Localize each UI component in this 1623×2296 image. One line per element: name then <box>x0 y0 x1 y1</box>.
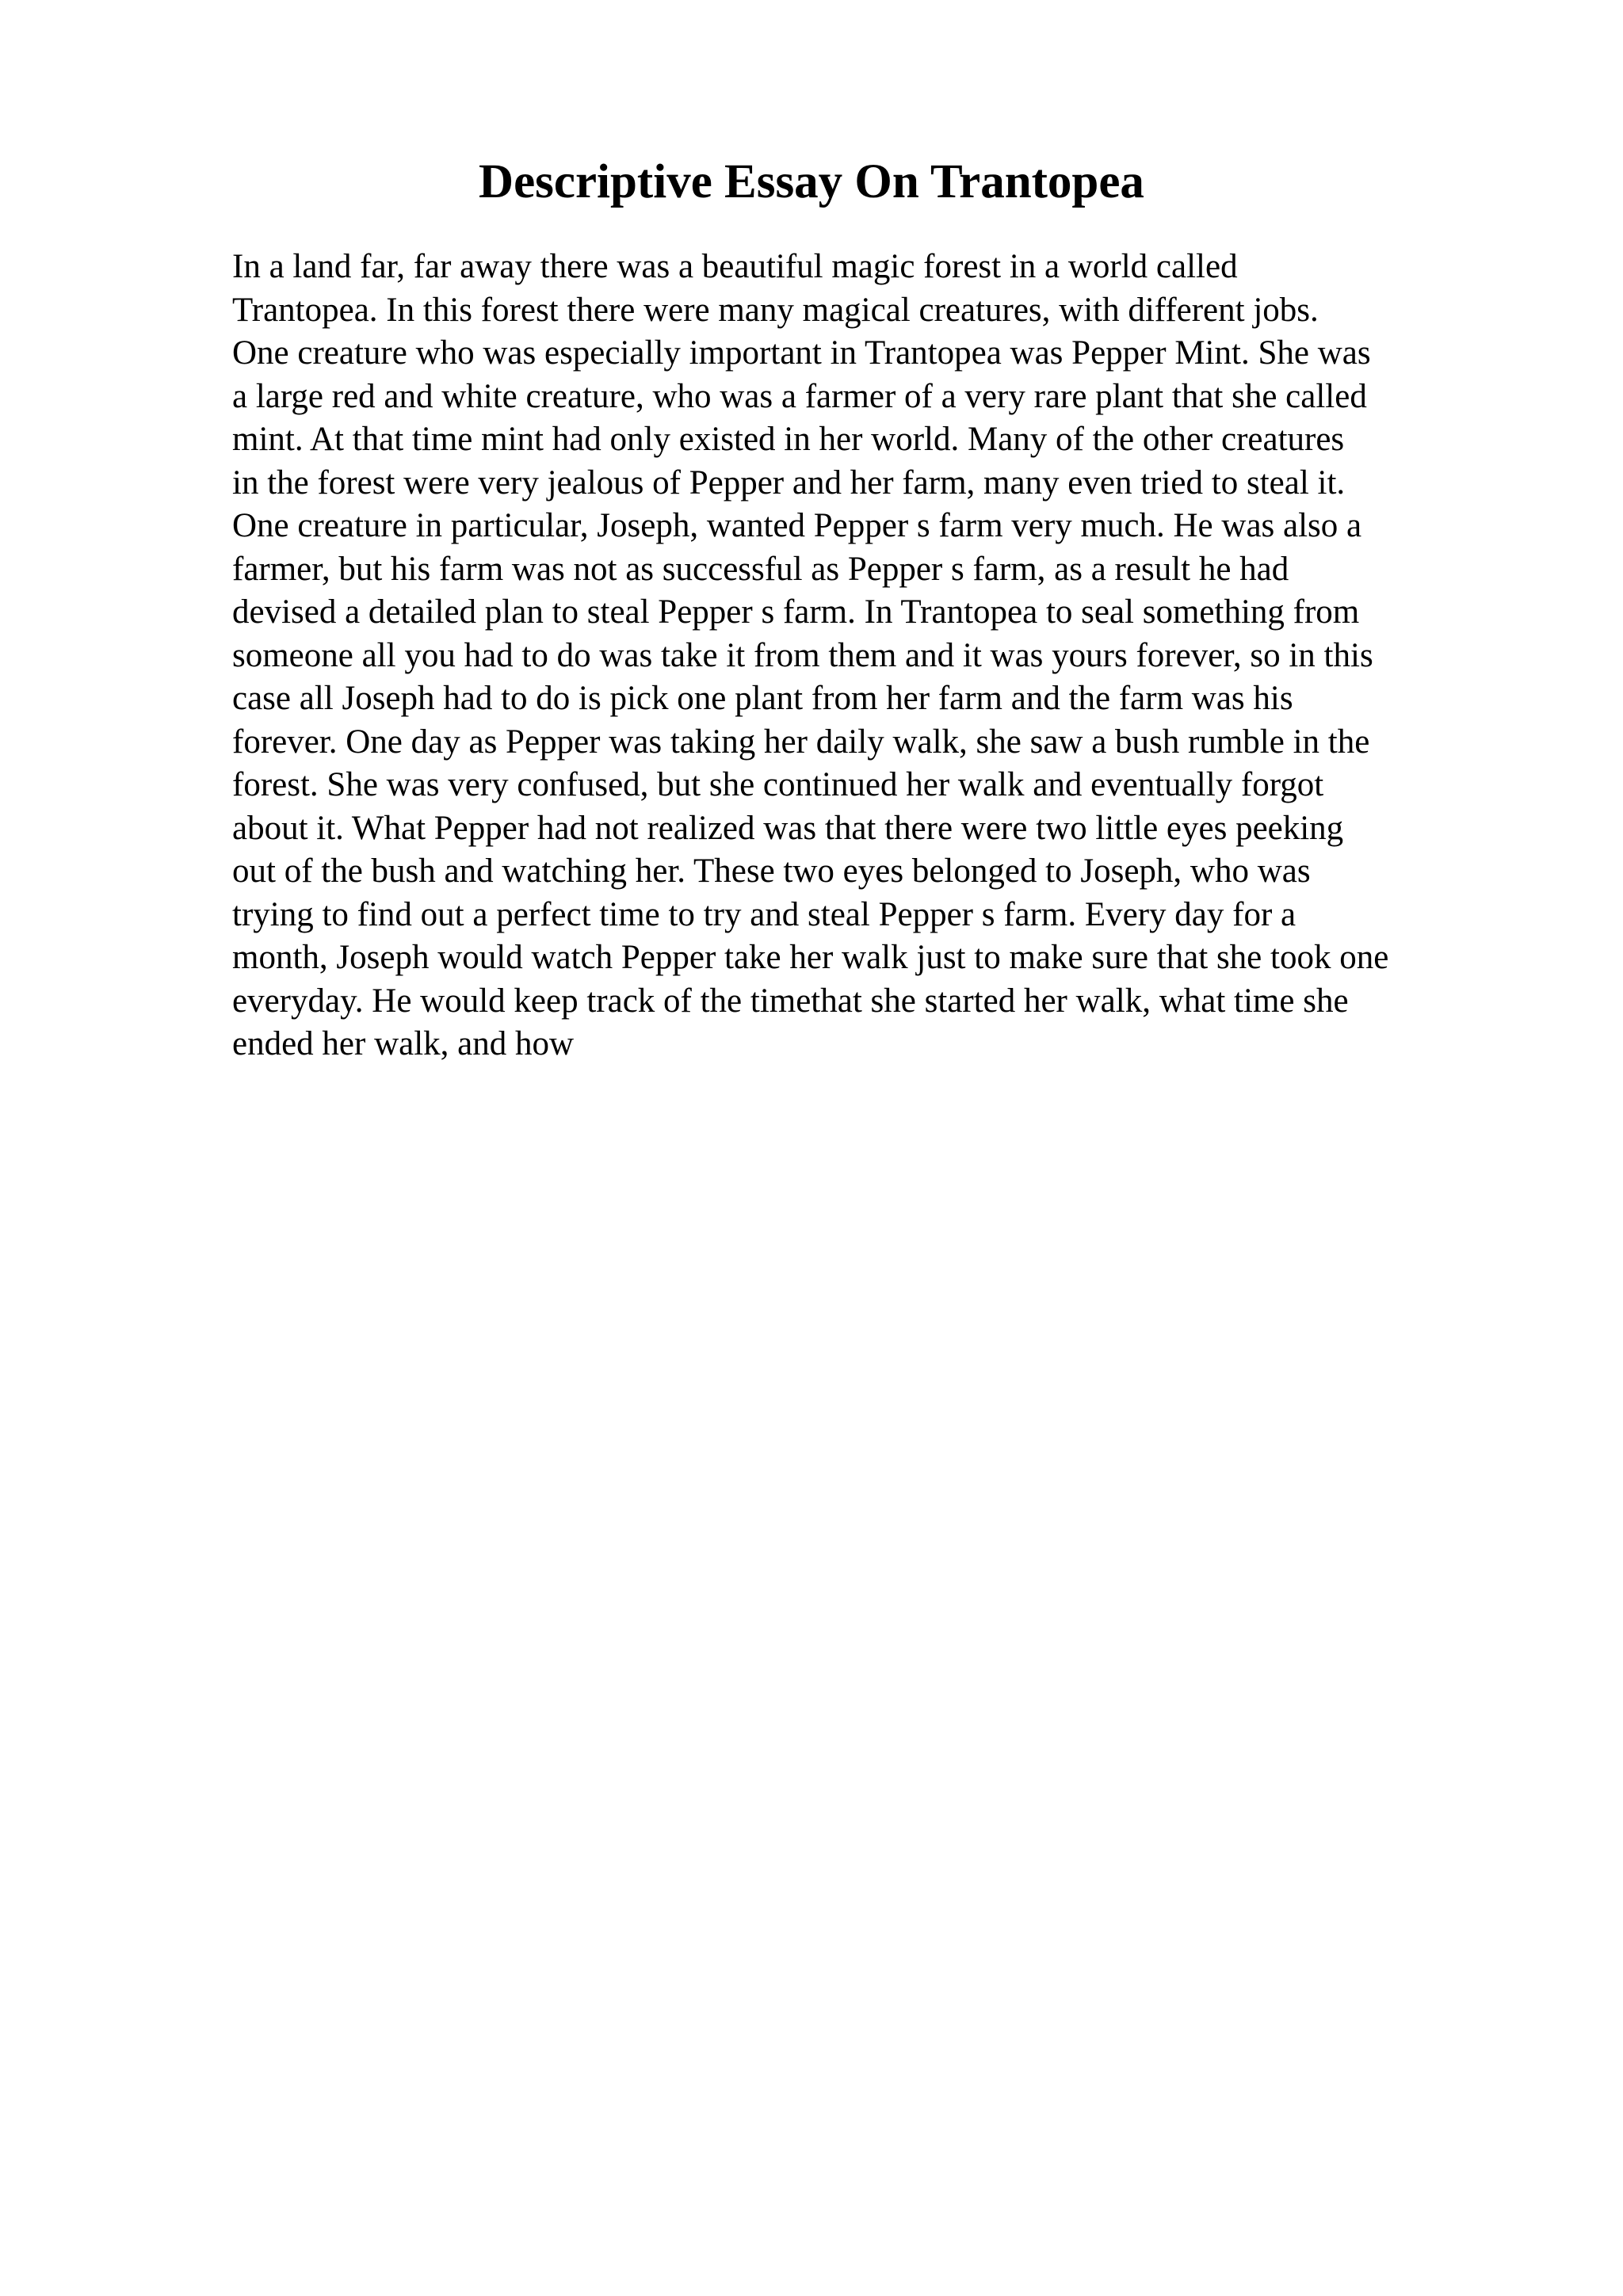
essay-line: One creature who was especially important in Trantopea was Pepper Mint. She was <box>232 334 1371 372</box>
essay-line: someone all you had to do was take it from them and it was yours forever, so in this <box>232 636 1373 674</box>
essay-line: One creature in particular, Joseph, wanted Pepper s farm very much. He was also a <box>232 507 1362 544</box>
document-title: Descriptive Essay On Trantopea <box>479 155 1144 208</box>
essay-line: Trantopea. In this forest there were many magical creatures, with different jobs. <box>232 291 1319 329</box>
essay-line: farmer, but his farm was not as successful as Pepper s farm, as a result he had <box>232 550 1289 588</box>
essay-line: ended her walk, and how <box>232 1025 575 1062</box>
essay-line: about it. What Pepper had not realized was that there were two little eyes peeking <box>232 809 1344 847</box>
essay-line: a large red and white creature, who was a farmer of a very rare plant that she called <box>232 377 1367 415</box>
essay-line: case all Joseph had to do is pick one plant from her farm and the farm was his <box>232 680 1293 717</box>
essay-line: forest. She was very confused, but she continued her walk and eventually forgot <box>232 766 1324 803</box>
essay-line: everyday. He would keep track of the timethat she started her walk, what time she <box>232 982 1349 1020</box>
essay-line: month, Joseph would watch Pepper take her walk just to make sure that she took one <box>232 939 1389 976</box>
essay-line: devised a detailed plan to steal Pepper s farm. In Trantopea to seal something from <box>232 593 1360 631</box>
essay-line: In a land far, far away there was a beautiful magic forest in a world called <box>232 248 1238 285</box>
essay-body <box>232 246 1500 1066</box>
essay-line: in the forest were very jealous of Pepper and her farm, many even tried to steal it. <box>232 463 1346 502</box>
essay-line: trying to find out a perfect time to try and steal Pepper s farm. Every day for a <box>232 895 1296 933</box>
essay-line: forever. One day as Pepper was taking her daily walk, she saw a bush rumble in the <box>232 723 1370 761</box>
essay-line: mint. At that time mint had only existed in her world. Many of the other creatures <box>232 421 1345 458</box>
essay-line: out of the bush and watching her. These two eyes belonged to Joseph, who was <box>232 852 1311 890</box>
